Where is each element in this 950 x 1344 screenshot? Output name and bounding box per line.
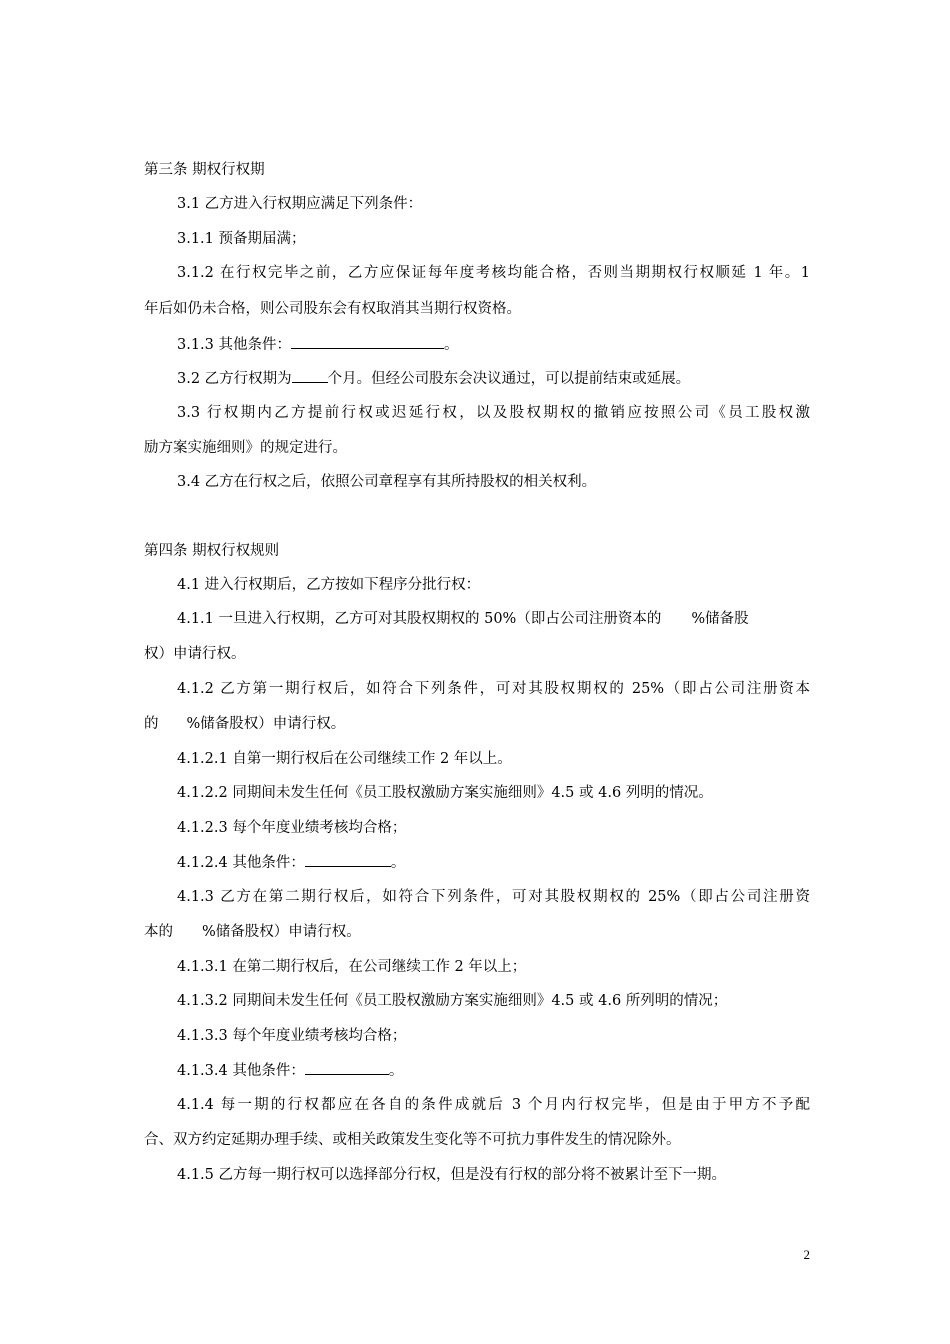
clause-3-1-3-end: 。 bbox=[444, 337, 459, 353]
clause-4-1-3-3: 4.1.3.3 每个年度业绩考核均合格； bbox=[177, 1028, 407, 1044]
clause-4-1-1-pct: %储备股 bbox=[691, 611, 749, 627]
clause-4-1-1-line1 bbox=[177, 609, 810, 629]
clause-4-1-1-line2: 权）申请行权。 bbox=[144, 646, 246, 662]
clause-3-3-line1: 3.3 行权期内乙方提前行权或迟延行权，以及股权期权的撤销应按照公司《员工股权激 bbox=[177, 405, 810, 421]
blank-other-conditions bbox=[291, 334, 444, 349]
clause-4-1-3-line2 bbox=[144, 922, 810, 942]
clause-3-2-rest: 个月。但经公司股东会决议通过，可以提前结束或延展。 bbox=[327, 371, 691, 387]
clause-4-1-2-line1: 4.1.2 乙方第一期行权后，如符合下列条件，可对其股权期权的 25%（即占公司注册资本 bbox=[177, 681, 810, 697]
clause-3-1: 3.1 乙方进入行权期应满足下列条件： bbox=[177, 196, 423, 212]
clause-3-2 bbox=[177, 368, 810, 388]
blank-other-conditions-3 bbox=[305, 1060, 389, 1075]
clause-4-1-2-de: 的 bbox=[144, 716, 159, 732]
clause-4-1-4-line1: 4.1.4 每一期的行权都应在各自的条件成就后 3 个月内行权完毕，但是由于甲方不予配 bbox=[177, 1097, 810, 1113]
clause-4-1-1-text: 4.1.1 一旦进入行权期，乙方可对其股权期权的 50%（即占公司注册资本的 bbox=[177, 611, 662, 627]
clause-3-1-2-line1: 3.1.2 在行权完毕之前，乙方应保证每年度考核均能合格，否则当期期权行权顺延 1 年。1 bbox=[177, 265, 810, 281]
page-number: 2 bbox=[803, 1247, 810, 1262]
clause-4-1-2-2: 4.1.2.2 同期间未发生任何《员工股权激励方案实施细则》4.5 或 4.6 列明的情况。 bbox=[177, 785, 713, 801]
clause-4-1-3-1: 4.1.3.1 在第二期行权后，在公司继续工作 2 年以上； bbox=[177, 959, 527, 975]
article3-heading: 第三条 期权行权期 bbox=[144, 162, 265, 178]
clause-4-1-4-line2: 合、双方约定延期办理手续、或相关政策发生变化等不可抗力事件发生的情况除外。 bbox=[144, 1132, 681, 1148]
blank-months bbox=[292, 368, 328, 383]
clause-4-1-3-pct: %储备股权）申请行权。 bbox=[202, 924, 361, 940]
clause-3-1-2-line2: 年后如仍未合格，则公司股东会有权取消其当期行权资格。 bbox=[144, 301, 521, 317]
clause-4-1-3-4-text: 4.1.3.4 其他条件： bbox=[177, 1063, 305, 1079]
article4-heading: 第四条 期权行权规则 bbox=[144, 543, 280, 559]
clause-3-1-3 bbox=[177, 334, 810, 354]
clause-4-1-2-4-end: 。 bbox=[390, 855, 406, 871]
clause-4-1-3-2: 4.1.3.2 同期间未发生任何《员工股权激励方案实施细则》4.5 或 4.6 所列明的情况； bbox=[177, 993, 728, 1009]
clause-4-1-3-line1: 4.1.3 乙方在第二期行权后，如符合下列条件，可对其股权期权的 25%（即占公司注册资 bbox=[177, 889, 810, 905]
clause-4-1-2-line2 bbox=[144, 714, 810, 734]
clause-4-1-2-1: 4.1.2.1 自第一期行权后在公司继续工作 2 年以上。 bbox=[177, 751, 512, 767]
blank-other-conditions-2 bbox=[305, 852, 391, 867]
clause-3-2-text: 3.2 乙方行权期为 bbox=[177, 371, 292, 387]
clause-3-1-3-text: 3.1.3 其他条件： bbox=[177, 337, 292, 353]
clause-3-4: 3.4 乙方在行权之后，依照公司章程享有其所持股权的相关权利。 bbox=[177, 474, 597, 490]
clause-3-3-line2: 励方案实施细则》的规定进行。 bbox=[144, 440, 347, 456]
clause-4-1-2-4 bbox=[177, 852, 810, 872]
clause-3-1-1: 3.1.1 预备期届满； bbox=[177, 231, 306, 247]
clause-4-1: 4.1 进入行权期后，乙方按如下程序分批行权： bbox=[177, 577, 481, 593]
clause-4-1-2-4-text: 4.1.2.4 其他条件： bbox=[177, 855, 305, 871]
clause-4-1-3-ben: 本的 bbox=[144, 924, 173, 940]
clause-4-1-3-4-end: 。 bbox=[388, 1063, 404, 1079]
clause-4-1-5: 4.1.5 乙方每一期行权可以选择部分行权，但是没有行权的部分将不被累计至下一期。 bbox=[177, 1167, 727, 1183]
clause-4-1-3-4 bbox=[177, 1060, 810, 1080]
clause-4-1-2-pct: %储备股权）申请行权。 bbox=[186, 716, 346, 732]
clause-4-1-2-3: 4.1.2.3 每个年度业绩考核均合格； bbox=[177, 820, 407, 836]
